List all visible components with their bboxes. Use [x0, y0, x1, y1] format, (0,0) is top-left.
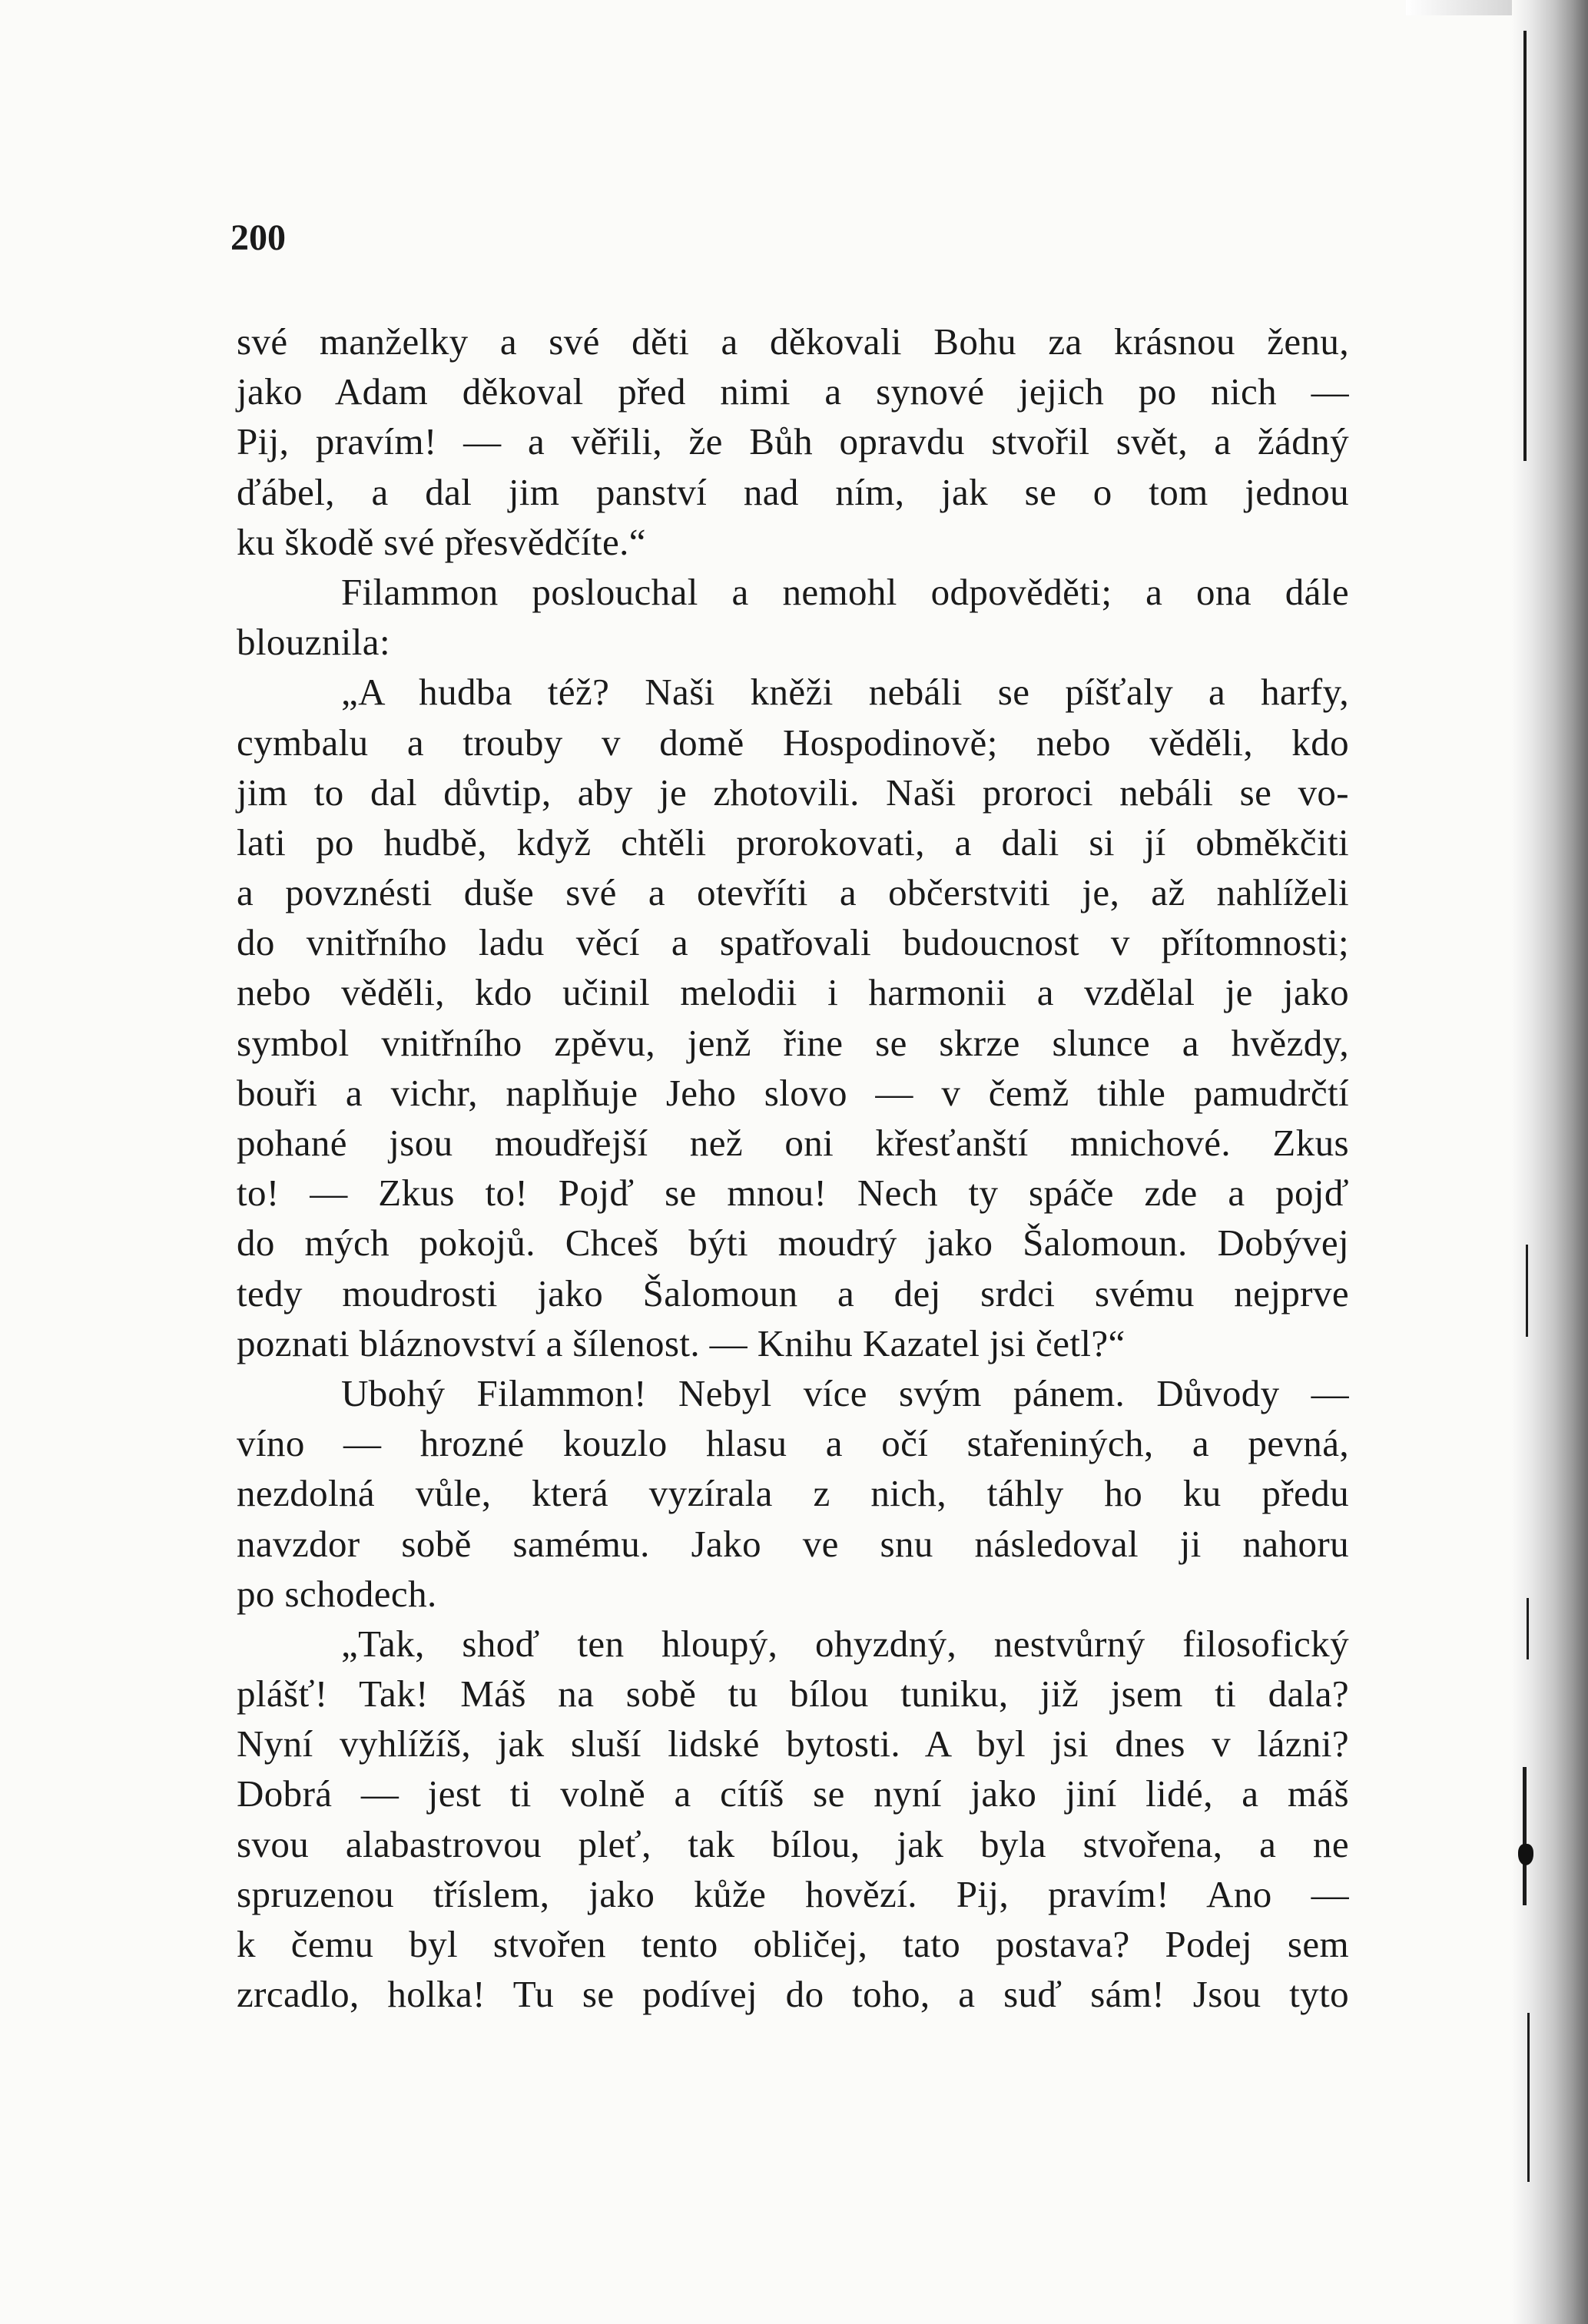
- text-line: plášť! Tak! Máš na sobě tu bílou tuniku, již jsem ti dala?: [237, 1673, 1349, 1716]
- binding-ink-mark: [1518, 1844, 1533, 1865]
- text-line: to! — Zkus to! Pojď se mnou! Nech ty spáče zde a pojď: [237, 1172, 1349, 1215]
- text-line: své manželky a své děti a děkovali Bohu za krásnou ženu,: [237, 320, 1349, 363]
- text-line: do vnitřního ladu věcí a spatřovali budoucnost v přítomnosti;: [237, 921, 1349, 964]
- text-line: poznati bláznovství a šílenost. — Knihu Kazatel jsi četl?“: [237, 1321, 1126, 1364]
- text-line: navzdor sobě samému. Jako ve snu následoval ji nahoru: [237, 1522, 1349, 1565]
- binding-edge-line: [1527, 2013, 1530, 2182]
- binding-edge-line: [1527, 1598, 1529, 1659]
- text-line: nebo věděli, kdo učinil melodii i harmonii a vzdělal je jako: [237, 971, 1349, 1014]
- page-number: 200: [230, 217, 286, 258]
- text-line: blouznila:: [237, 621, 390, 664]
- binding-edge-line: [1526, 1245, 1528, 1337]
- text-line: spruzenou tříslem, jako kůže hovězí. Pij, pravím! Ano —: [237, 1872, 1349, 1915]
- text-line: zrcadlo, holka! Tu se podívej do toho, a suď sám! Jsou tyto: [237, 1973, 1349, 2016]
- text-line: k čemu byl stvořen tento obličej, tato postava? Podej sem: [237, 1923, 1349, 1965]
- text-line: jako Adam děkoval před nimi a synové jejich po nich —: [237, 370, 1349, 413]
- text-line: Nyní vyhlížíš, jak sluší lidské bytosti. A byl jsi dnes v lázni?: [237, 1722, 1349, 1765]
- text-line: po schodech.: [237, 1572, 437, 1615]
- text-line: tedy moudrosti jako Šalomoun a dej srdci svému nejprve: [237, 1271, 1349, 1315]
- text-line: pohané jsou moudřejší než oni křesťanští mnichové. Zkus: [237, 1122, 1349, 1164]
- text-line: Filammon poslouchal a nemohl odpověděti; a ona dále: [341, 570, 1349, 613]
- text-line: jim to dal důvtip, aby je zhotovili. Naši proroci nebáli se vo-: [237, 771, 1349, 814]
- text-line: cymbalu a trouby v domě Hospodinově; nebo věděli, kdo: [237, 721, 1349, 764]
- text-line: a povznésti duše své a otevříti a občerstviti je, až nahlíželi: [237, 871, 1349, 914]
- text-line: Pij, pravím! — a věřili, že Bůh opravdu stvořil svět, a žádný: [237, 420, 1349, 463]
- text-line: „Tak, shoď ten hloupý, ohyzdný, nestvůrný filosofický: [341, 1622, 1349, 1665]
- text-line: nezdolná vůle, která vyzírala z nich, táhly ho ku předu: [237, 1472, 1349, 1515]
- text-line: „A hudba též? Naši kněži nebáli se píšťaly a harfy,: [341, 671, 1349, 714]
- binding-edge-line: [1523, 31, 1527, 461]
- text-line: bouři a vichr, naplňuje Jeho slovo — v čemž tihle pamudrčtí: [237, 1071, 1349, 1114]
- text-line: víno — hrozné kouzlo hlasu a očí stařeniných, a pevná,: [237, 1422, 1349, 1465]
- text-line: Ubohý Filammon! Nebyl více svým pánem. Důvody —: [341, 1371, 1349, 1414]
- text-line: do mých pokojů. Chceš býti moudrý jako Šalomoun. Dobývej: [237, 1222, 1349, 1265]
- text-line: ku škodě své přesvědčíte.“: [237, 520, 646, 563]
- text-line: lati po hudbě, když chtěli prorokovati, a dali si jí obměkčiti: [237, 821, 1349, 864]
- text-line: Dobrá — jest ti volně a cítíš se nyní jako jiní lidé, a máš: [237, 1772, 1349, 1815]
- text-line: svou alabastrovou pleť, tak bílou, jak byla stvořena, a ne: [237, 1822, 1349, 1865]
- binding-edge-line: [1523, 1767, 1527, 1905]
- body-text: [237, 317, 1349, 2019]
- text-line: symbol vnitřního zpěvu, jenž řine se skrze slunce a hvězdy,: [237, 1021, 1349, 1064]
- text-line: ďábel, a dal jim panství nad ním, jak se o tom jednou: [237, 470, 1349, 513]
